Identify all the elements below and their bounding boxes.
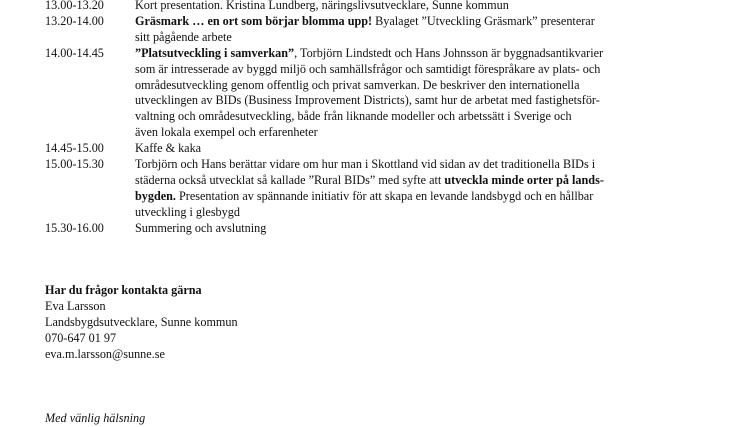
- text-segment: även lokala exempel och erfarenheter: [135, 125, 318, 140]
- description-line: [135, 93, 685, 109]
- description-line: [135, 78, 685, 94]
- schedule-row: [45, 141, 685, 157]
- schedule-time: 13.20-14.00: [45, 13, 104, 28]
- description-line: [135, 30, 685, 46]
- text-segment: utvecklingen av BIDs (Business Improvement Districts), samt hur de arbetat med fastighetsför-: [135, 93, 600, 108]
- text-segment: som är intresserade av byggd miljö och samhällsfrågor och samtidigt förespråkare av plats- och: [135, 61, 601, 76]
- text-segment: städerna också utvecklat så kallade ”Rural BIDs” med syfte att: [135, 172, 445, 187]
- schedule-time: 13.00-13.20: [45, 0, 104, 12]
- schedule-time: 14.45-15.00: [45, 141, 104, 156]
- schedule-description: [135, 157, 685, 221]
- description-line: [135, 62, 685, 78]
- description-line: [135, 14, 685, 30]
- schedule-row: [45, 46, 685, 141]
- program-schedule: [45, 0, 685, 237]
- contact-phone: 070-647 01 97: [45, 330, 117, 345]
- description-line: [135, 221, 685, 237]
- description-line: [135, 157, 685, 173]
- text-segment: områdesutveckling genom offentlig och privat samverkan. De beskriver den internationella: [135, 77, 580, 92]
- schedule-time: 15.30-16.00: [45, 220, 104, 235]
- description-line: [135, 46, 685, 62]
- schedule-description: [135, 0, 685, 14]
- schedule-description: [135, 141, 685, 157]
- contact-block: [45, 283, 445, 363]
- schedule-row: [45, 221, 685, 237]
- contact-email[interactable]: eva.m.larsson@sunne.se: [45, 346, 165, 361]
- text-segment: Summering och avslutning: [135, 220, 267, 235]
- closing-greeting: Med vänlig hälsning: [45, 411, 146, 425]
- schedule-description: [135, 221, 685, 237]
- description-line: [135, 141, 685, 157]
- text-segment: , Torbjörn Lindstedt och Hans Johnsson är byggnadsantikvarier: [294, 45, 604, 60]
- schedule-row: [45, 157, 685, 221]
- description-line: [135, 205, 685, 221]
- text-segment: Torbjörn och Hans berättar vidare om hur man i Skottland vid sidan av det traditionella BIDs i: [135, 157, 596, 172]
- bold-text: Gräsmark … en ort som börjar blomma upp!: [135, 13, 373, 28]
- description-line: [135, 173, 685, 189]
- bold-text: ”Platsutveckling i samverkan”: [135, 45, 295, 60]
- bold-text: bygden.: [135, 188, 176, 203]
- schedule-time: 14.00-14.45: [45, 45, 104, 60]
- schedule-row: [45, 0, 685, 14]
- description-line: [135, 125, 685, 141]
- bold-text: utveckla minde orter på lands-: [444, 172, 604, 187]
- schedule-description: [135, 14, 685, 46]
- schedule-time: 15.00-15.30: [45, 157, 104, 172]
- description-line: [135, 0, 685, 14]
- contact-role: Landsbygdsutvecklare, Sunne kommun: [45, 314, 238, 329]
- text-segment: valtning och områdesutveckling, både från liknande modeller och arbetssätt i Sverige och: [135, 109, 572, 124]
- contact-heading: Har du frågor kontakta gärna: [45, 283, 202, 297]
- text-segment: Kaffe & kaka: [135, 141, 202, 156]
- text-segment: Byalaget ”Utveckling Gräsmark” presenterar: [372, 13, 595, 28]
- description-line: [135, 109, 685, 125]
- schedule-description: [135, 46, 685, 141]
- schedule-row: [45, 14, 685, 46]
- text-segment: utveckling i glesbygd: [135, 204, 240, 219]
- contact-name: Eva Larsson: [45, 298, 106, 313]
- text-segment: Presentation av spännande initiativ för att skapa en levande landsbygd och en hållbar: [175, 188, 594, 203]
- text-segment: Kort presentation. Kristina Lundberg, näringslivsutvecklare, Sunne kommun: [135, 0, 509, 12]
- description-line: [135, 189, 685, 205]
- text-segment: sitt pågående arbete: [135, 29, 232, 44]
